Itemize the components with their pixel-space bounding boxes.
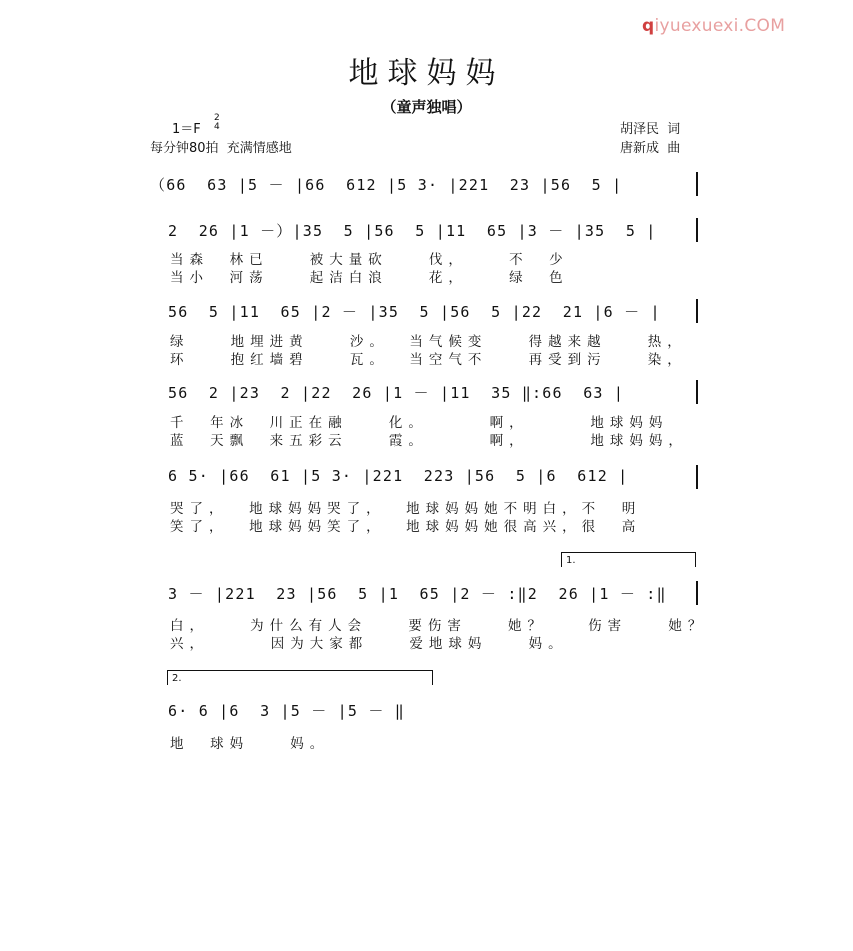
notation-text: 56 2 |23 2 |22 26 |1 － |11 35 ‖:66 63 | (168, 384, 625, 402)
lyric-line: 绿 地埋进黄 沙。 当气候变 得越来越 热， (170, 334, 687, 350)
lyric-line: 白， 为什么有人会 要伤害 她？ 伤害 她？ (170, 618, 708, 634)
staff-row-7 (0, 698, 853, 722)
lyrics-row-5-verse-1 (0, 497, 853, 515)
lyrics-row-4-verse-1 (0, 411, 853, 429)
notation-text: 56 5 |11 65 |2 － |35 5 |56 5 |22 21 |6 － | (168, 303, 661, 321)
second-ending-bracket: 2. (167, 670, 433, 685)
lyric-line: 蓝 天飘 来五彩云 霞。 啊， 地球妈妈， (170, 433, 688, 449)
lyrics-row-2-verse-1 (0, 248, 853, 266)
lyric-line: 当森 林已 被大量砍 伐， 不 少 (170, 252, 569, 268)
lyric-line: 哭了， 地球妈妈哭了， 地球妈妈她不明白，不 明 (170, 501, 642, 517)
song-title: 地球妈妈 (348, 56, 505, 91)
lyric-line: 地 球妈 妈。 (170, 736, 330, 752)
lyrics-row-4-verse-2 (0, 429, 853, 447)
lyric-line: 当小 河荡 起洁白浪 花， 绿 色 (170, 270, 569, 286)
lyrics-row-5-verse-2 (0, 515, 853, 533)
end-barline (696, 581, 698, 605)
watermark: qiyuexuexi.COM (642, 16, 786, 36)
lyric-line: 环 抱红墙碧 瓦。 当空气不 再受到污 染， (170, 352, 687, 368)
tempo-marking: 每分钟80拍 充满情感地 (150, 141, 292, 156)
lyric-line: 千 年冰 川正在融 化。 啊， 地球妈妈 (170, 415, 669, 431)
time-signature: 2 4 (214, 113, 220, 132)
first-ending-bracket: 1. (561, 552, 696, 567)
key-signature: 1＝F (172, 122, 201, 137)
end-barline (696, 380, 698, 404)
lyrics-row-3-verse-2 (0, 348, 853, 366)
staff-row-5 (0, 465, 853, 489)
lyrics-row-2-verse-2 (0, 266, 853, 284)
notation-text: 3 － |221 23 |56 5 |1 65 |2 － :‖2 26 |1 － :‖ (168, 585, 667, 603)
lyricist-credit: 胡泽民 词 (620, 122, 681, 137)
lyrics-row-6-verse-2 (0, 632, 853, 650)
notation-text: 2 26 |1 －）|35 5 |56 5 |11 65 |3 － |35 5 | (168, 222, 657, 240)
lyrics-row-6-verse-1 (0, 614, 853, 632)
staff-row-2 (0, 218, 853, 242)
staff-row-1 (0, 172, 853, 196)
end-barline (696, 218, 698, 242)
lyric-line: 笑了， 地球妈妈笑了， 地球妈妈她很高兴，很 高 (170, 519, 642, 535)
staff-row-6 (0, 581, 853, 605)
composer-credit: 唐新成 曲 (620, 141, 681, 156)
staff-row-3 (0, 299, 853, 323)
lyrics-row-3-verse-1 (0, 330, 853, 348)
end-barline (696, 299, 698, 323)
notation-text: （66 63 |5 － |66 612 |5 3· |221 23 |56 5 | (150, 176, 623, 194)
song-subtitle: （童声独唱） (381, 98, 472, 116)
end-barline (696, 465, 698, 489)
lyric-line: 兴， 因为大家都 爱地球妈 妈。 (170, 636, 568, 652)
notation-text: 6 5· |66 61 |5 3· |221 223 |56 5 |6 612 | (168, 467, 629, 485)
end-barline (696, 172, 698, 196)
lyrics-row-7 (0, 732, 853, 750)
notation-text: 6· 6 |6 3 |5 － |5 － ‖ (168, 702, 406, 720)
staff-row-4 (0, 380, 853, 404)
